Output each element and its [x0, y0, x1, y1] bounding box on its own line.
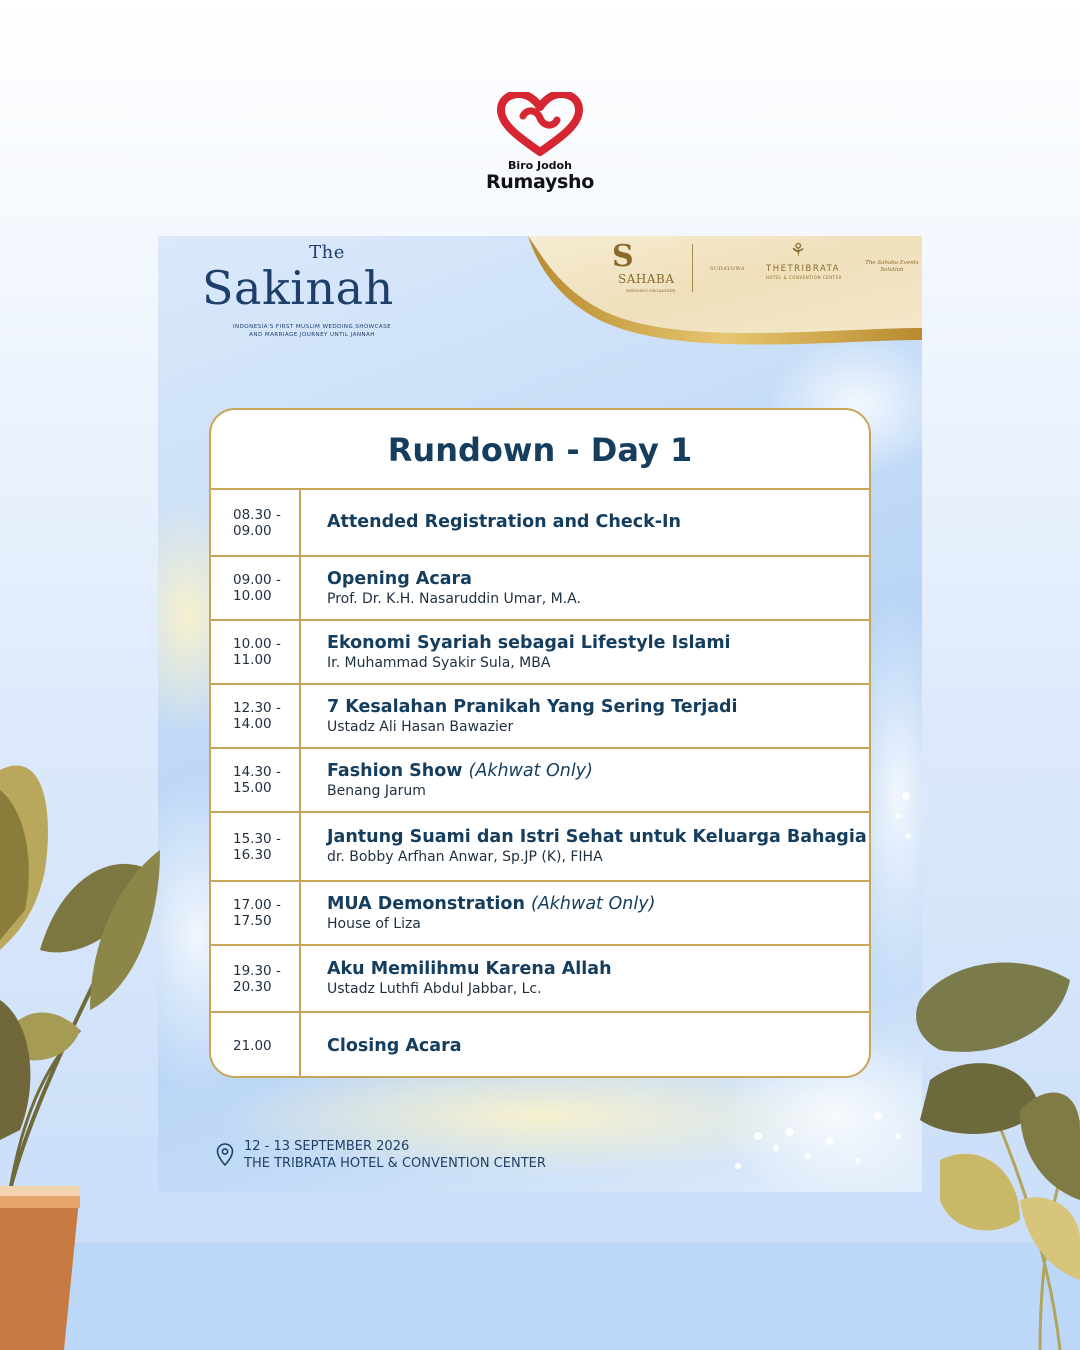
rundown-row	[211, 557, 869, 621]
event-venue: THE TRIBRATA HOTEL & CONVENTION CENTER	[244, 1156, 546, 1171]
time-start: 10.00 -	[233, 636, 281, 652]
rundown-row	[211, 1013, 869, 1078]
event-logo-the: The	[309, 242, 345, 263]
brand-name: Rumaysho	[485, 171, 595, 193]
event-title-text: MUA Demonstration	[327, 893, 525, 914]
rundown-row	[211, 882, 869, 946]
event-title: Aku Memilihmu Karena Allah	[327, 959, 612, 979]
time-start: 15.30 -	[233, 830, 281, 847]
time-end: 17.50	[233, 913, 272, 929]
rundown-row	[211, 749, 869, 813]
event-date: 12 - 13 SEPTEMBER 2026	[244, 1139, 410, 1154]
event-title: Attended Registration and Check-In	[327, 512, 681, 532]
time-start: 19.30 -	[233, 962, 281, 979]
event-cell	[301, 490, 869, 555]
time-end: 15.00	[233, 780, 272, 796]
event-cell	[301, 1013, 869, 1078]
event-speaker: House of Liza	[327, 915, 421, 932]
rundown-row	[211, 490, 869, 557]
event-cell	[301, 685, 869, 747]
time-cell	[211, 946, 301, 1011]
time-cell	[211, 557, 301, 619]
monstera-plant-right	[910, 940, 1080, 1350]
time-end: 10.00	[233, 588, 272, 604]
tribrata-subtitle: HOTEL & CONVENTION CENTER	[766, 275, 842, 280]
time-cell	[211, 490, 301, 555]
time-cell	[211, 749, 301, 811]
location-pin-icon	[216, 1143, 234, 1167]
event-cell	[301, 621, 869, 683]
brand-logo	[470, 92, 610, 192]
event-logo-tagline	[212, 323, 412, 339]
time-cell	[211, 621, 301, 683]
gold-sponsor-band	[528, 236, 922, 356]
time-start: 09.00 -	[233, 572, 281, 588]
time-start: 08.30 -	[233, 506, 281, 523]
brand-subtitle: Biro Jodoh	[508, 159, 572, 172]
event-cell	[301, 749, 869, 811]
event-tagline-line1: INDONESIA'S FIRST MUSLIM WEDDING SHOWCASE	[232, 324, 392, 330]
rundown-row	[211, 685, 869, 749]
time-end: 20.30	[233, 978, 272, 995]
time-end: 11.00	[233, 652, 272, 668]
event-speaker: Benang Jarum	[327, 782, 426, 799]
event-speaker: Ir. Muhammad Syakir Sula, MBA	[327, 654, 551, 671]
event-logo	[202, 242, 412, 339]
time-end: 16.30	[233, 846, 272, 863]
footer-text	[244, 1138, 546, 1172]
sub-brand-logo: SUDAYOWA	[710, 266, 745, 272]
potted-plant-left	[0, 750, 170, 1350]
event-note: (Akhwat Only)	[468, 760, 593, 781]
time-end: 09.00	[233, 522, 272, 539]
event-title: Ekonomi Syariah sebagai Lifestyle Islami	[327, 632, 731, 653]
time-start: 17.00 -	[233, 897, 281, 913]
time-cell	[211, 813, 301, 880]
event-title	[327, 761, 869, 782]
time-start: 21.00	[233, 1038, 272, 1054]
heart-logo-icon	[497, 92, 583, 156]
event-footer	[216, 1138, 546, 1172]
rundown-title: Rundown - Day 1	[211, 410, 869, 490]
time-cell	[211, 1013, 301, 1078]
time-start: 12.30 -	[233, 700, 281, 716]
event-cell	[301, 813, 869, 880]
time-cell	[211, 685, 301, 747]
time-cell	[211, 882, 301, 944]
event-cell	[301, 946, 869, 1011]
event-speaker: Prof. Dr. K.H. Nasaruddin Umar, M.A.	[327, 590, 581, 607]
sahaba-logo: SAHABA	[618, 272, 675, 286]
rundown-poster	[158, 236, 922, 1192]
sponsor-divider	[692, 244, 693, 292]
rundown-row	[211, 813, 869, 882]
event-title	[327, 894, 869, 915]
rundown-row	[211, 621, 869, 685]
event-title: Jantung Suami dan Istri Sehat untuk Keluarga Bahagia	[327, 827, 867, 847]
sahaba-subtitle: WEDDING ORGANIZER	[626, 288, 676, 293]
event-speaker: dr. Bobby Arfhan Anwar, Sp.JP (K), FIHA	[327, 849, 603, 865]
sahaba-mark: S	[612, 239, 634, 274]
event-title-text: Fashion Show	[327, 760, 463, 781]
event-title: 7 Kesalahan Pranikah Yang Sering Terjadi	[327, 696, 738, 717]
event-logo-name: Sakinah	[202, 261, 394, 315]
tribrata-logo: THETRIBRATA	[766, 264, 840, 274]
tribrata-crest-icon: ⚘	[790, 240, 807, 261]
last-sponsor-logo: The Sahaba Events Solution	[865, 260, 919, 273]
event-tagline-line2: AND MARRIAGE JOURNEY UNTIL JANNAH	[249, 332, 375, 338]
event-cell	[301, 882, 869, 944]
rundown-row	[211, 946, 869, 1013]
event-title: Closing Acara	[327, 1035, 462, 1056]
time-start: 14.30 -	[233, 764, 281, 780]
event-note: (Akhwat Only)	[531, 893, 656, 914]
event-cell	[301, 557, 869, 619]
event-speaker: Ustadz Ali Hasan Bawazier	[327, 718, 514, 735]
rundown-card	[209, 408, 871, 1078]
event-speaker: Ustadz Luthfi Abdul Jabbar, Lc.	[327, 981, 542, 997]
time-end: 14.00	[233, 716, 272, 732]
event-title: Opening Acara	[327, 568, 472, 589]
